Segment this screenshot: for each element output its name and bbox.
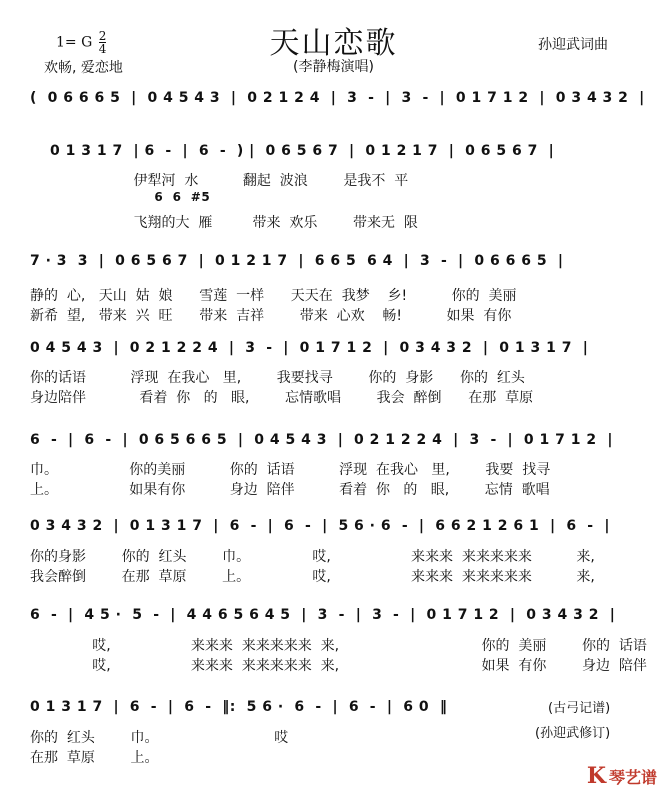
logo-mark-icon: K: [586, 763, 606, 789]
score-row-7-notes: 0 3 4 3 2 | 0 1 3 1 7 | 6 - | 6 - | 5 6 · 6 - | 6 6 2 1 2 6 1 | 6 - |: [30, 518, 610, 534]
score-row-4-lyrics-2: 新希 望, 带来 兴 旺 带来 吉祥 带来 心欢 畅! 如果 有你: [30, 308, 512, 324]
key-label: 1= G: [56, 34, 93, 51]
score-row-3-lyrics: 飞翔的大 雁 带来 欢乐 带来无 限: [0, 215, 418, 231]
transcriber-credit: (古弓记谱): [548, 701, 611, 716]
score-row-4-lyrics-1: 静的 心, 天山 姑 娘 雪莲 一样 天天在 我梦 乡! 你的 美丽: [30, 288, 517, 304]
score-row-5-lyrics-1: 你的话语 浮现 在我心 里, 我要找寻 你的 身影 你的 红头: [30, 370, 525, 386]
score-row-9-notes: 0 1 3 1 7 | 6 - | 6 - ‖: 5 6 · 6 - | 6 - | 6 0 ‖: [30, 699, 448, 715]
score-row-6-lyrics-1: 巾。 你的美丽 你的 话语 浮现 在我心 里, 我要 找寻: [30, 462, 551, 478]
meter-bottom: 4: [98, 42, 107, 56]
score-row-9-lyrics-2: 在那 草原 上。: [30, 750, 159, 766]
score-row-8-lyrics-1: 哎, 来来来 来来来来来 来, 你的 美丽 你的 话语: [30, 638, 647, 654]
score-row-6-notes: 6 - | 6 - | 0 6 5 6 6 5 | 0 4 5 4 3 | 0 2 1 2 2 4 | 3 - | 0 1 7 1 2 |: [30, 432, 613, 448]
score-row-7-lyrics-2: 我会醉倒 在那 草原 上。 哎, 来来来 来来来来来 来,: [30, 569, 595, 585]
composer-credit: 孙迎武词曲: [538, 37, 608, 53]
score-row-8-lyrics-2: 哎, 来来来 来来来来来 来, 如果 有你 身边 陪伴: [30, 658, 647, 674]
score-row-3-grace: 6 6 #5: [0, 190, 211, 204]
score-row-8-notes: 6 - | 4 5 · 5 - | 4 4 6 5 6 4 5 | 3 - | 3 - | 0 1 7 1 2 | 0 3 4 3 2 |: [30, 607, 616, 623]
key-signature: [56, 30, 106, 55]
logo-text: 琴艺谱: [608, 767, 657, 787]
score-row-2-lyrics: 伊犁河 水 翻起 波浪 是我不 平: [0, 173, 409, 189]
score-row-6-lyrics-2: 上。 如果有你 身边 陪伴 看着 你 的 眼, 忘情 歌唱: [30, 482, 550, 498]
watermark-logo: [587, 763, 657, 789]
score-row-2-notes: 0 1 3 1 7 | 6 - | 6 - ) | 0 6 5 6 7 | 0 1 2 1 7 | 0 6 5 6 7 |: [50, 143, 555, 159]
tempo-marking: 欢畅, 爱恋地: [44, 60, 123, 76]
score-row-1-notes: ( 0 6 6 6 5 | 0 4 5 4 3 | 0 2 1 2 4 | 3 - | 3 - | 0 1 7 1 2 | 0 3 4 3 2 |: [30, 90, 645, 106]
score-row-5-lyrics-2: 身边陪伴 看着 你 的 眼, 忘情歌唱 我会 醉倒 在那 草原: [30, 390, 534, 406]
song-title: 天山恋歌: [269, 26, 398, 61]
score-row-9-lyrics-1: 你的 红头 巾。 哎: [30, 730, 289, 746]
score-row-7-lyrics-1: 你的身影 你的 红头 巾。 哎, 来来来 来来来来来 来,: [30, 549, 595, 565]
meter-top: 2: [98, 29, 107, 43]
score-row-4-notes: 7 · 3 3 | 0 6 5 6 7 | 0 1 2 1 7 | 6 6 5 6 4 | 3 - | 0 6 6 6 5 |: [30, 253, 564, 269]
reviser-credit: (孙迎武修订): [535, 726, 611, 741]
score-row-5-notes: 0 4 5 4 3 | 0 2 1 2 2 4 | 3 - | 0 1 7 1 2 | 0 3 4 3 2 | 0 1 3 1 7 |: [30, 340, 589, 356]
singer-subtitle: (李静梅演唱): [293, 59, 374, 75]
